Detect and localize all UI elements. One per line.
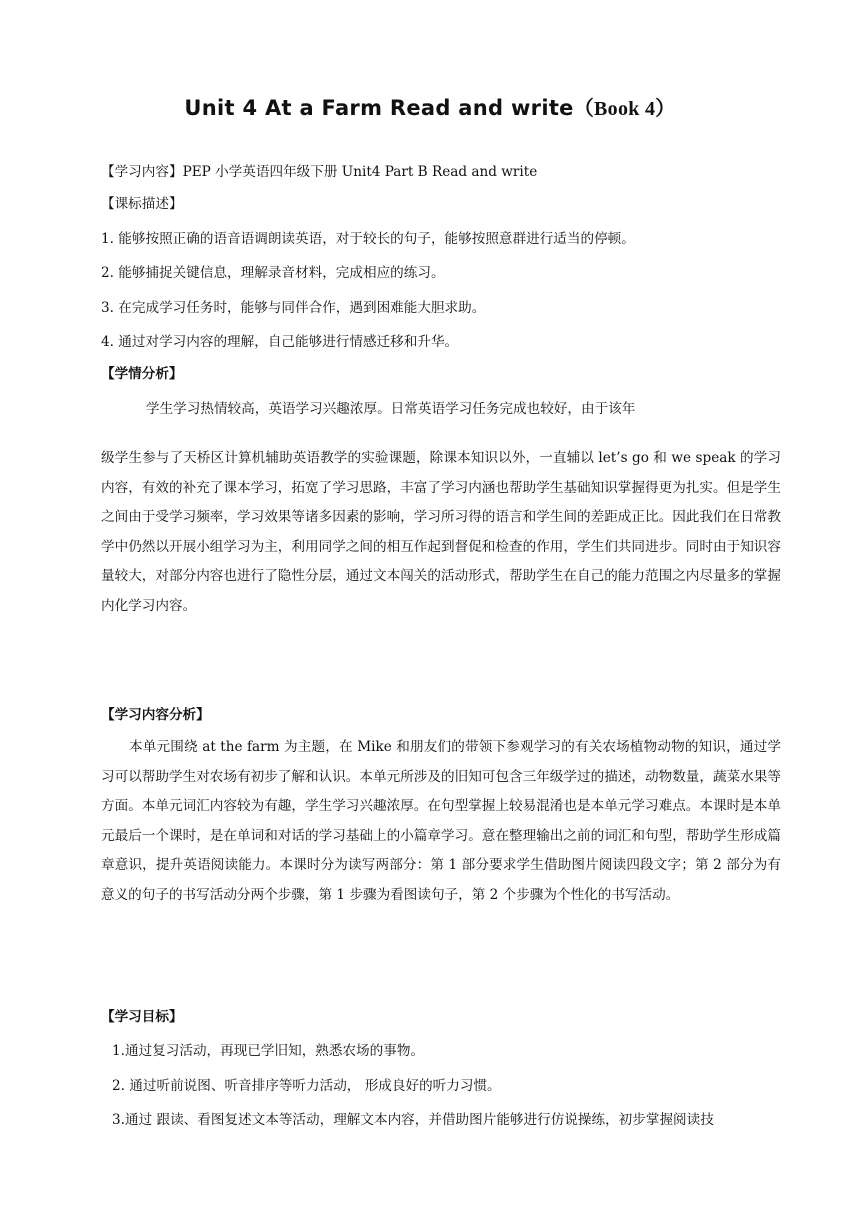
document-title (0, 92, 860, 121)
objectives-heading: 【学习目标】 (101, 1009, 183, 1025)
content-line (101, 162, 537, 182)
analysis-first-line: 学生学习热情较高，英语学习兴趣浓厚。日常英语学习任务完成也较好，由于该年 (146, 401, 636, 417)
title-main: Unit 4 At a Farm Read and write (184, 96, 574, 120)
analysis-body: 级学生参与了天桥区计算机辅助英语教学的实验课题，除课本知识以外，一直辅以 let’s go 和 we speak 的学习内容，有效的补充了课本学习，拓宽了学习思路，丰富了学习内涵也帮助学生基础知识掌握得更为扎实。但是学生之间由于受学习频率，学习效果等诸多因素的影响，学习所习得的语言和学生间的差距成正比。因此我们在日常教学中仍然以开展小组学习为主，利用同学之间的相互作起到督促和检查的作用，学生们共同进步。同时由于知识容量较大，对部分内容也进行了隐性分层，通过文本闯关的活动形式，帮助学生在自己的能力范围之内尽量多的掌握内化学习内容。 (101, 450, 781, 614)
standards-item: 4. 通过对学习内容的理解，自己能够进行情感迁移和升华。 (101, 334, 459, 350)
standards-item: 2. 能够捕捉关键信息，理解录音材料，完成相应的练习。 (101, 265, 445, 281)
content-analysis-heading: 【学习内容分析】 (101, 707, 210, 723)
objectives-item: 2. 通过听前说图、听音排序等听力活动， 形成良好的听力习惯。 (112, 1078, 501, 1094)
objectives-item: 3.通过 跟读、看图复述文本等活动，理解文本内容，并借助图片能够进行仿说操练，初步掌握阅读技 (112, 1112, 714, 1128)
objectives-item: 1.通过复习活动，再现已学旧知，熟悉农场的事物。 (112, 1043, 425, 1059)
content-analysis-body: 本单元围绕 at the farm 为主题，在 Mike 和朋友们的带领下参观学习的有关农场植物动物的知识，通过学习可以帮助学生对农场有初步了解和认识。本单元所涉及的旧知可包含三年级学过的描述，动物数量，蔬菜水果等方面。本单元词汇内容较为有趣，学生学习兴趣浓厚。在句型掌握上较易混淆也是本单元学习难点。本课时是本单元最后一个课时，是在单词和对话的学习基础上的小篇章学习。意在整理输出之前的词汇和句型，帮助学生形成篇章意识，提升英语阅读能力。本课时分为读写两部分：第 1 部分要求学生借助图片阅读四段文字；第 2 部分为有意义的句子的书写活动分两个步骤，第 1 步骤为看图读句子，第 2 个步骤为个性化的书写活动。 (101, 739, 781, 903)
standards-item: 3. 在完成学习任务时，能够与同伴合作，遇到困难能大胆求助。 (101, 300, 486, 316)
analysis-heading: 【学情分析】 (101, 366, 183, 382)
content-heading: 【学习内容】 (101, 164, 183, 180)
standards-heading: 【课标描述】 (101, 196, 183, 212)
content-text: PEP 小学英语四年级下册 Unit4 Part B Read and write (182, 164, 538, 180)
title-book: （Book 4） (573, 98, 676, 120)
standards-item: 1. 能够按照正确的语音语调朗读英语，对于较长的句子，能够按照意群进行适当的停顿。 (101, 231, 635, 247)
